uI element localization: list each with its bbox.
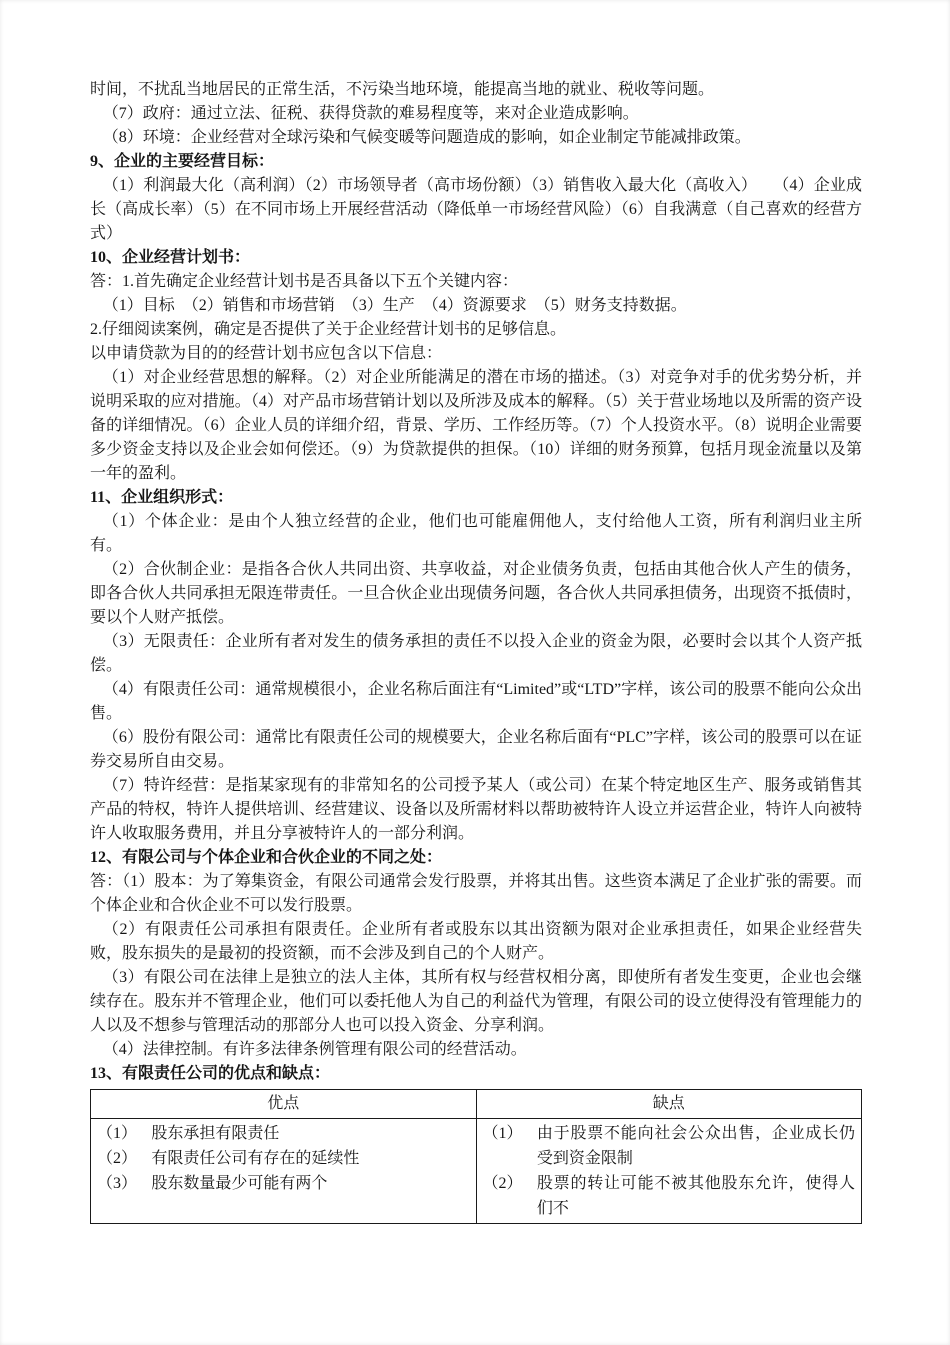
item-number: （3）: [97, 1175, 138, 1192]
paragraph: （4）法律控制。有许多法律条例管理有限公司的经营活动。: [102, 1041, 527, 1058]
section-heading: 9、企业的主要经营目标：: [90, 153, 275, 170]
item-number: （2）: [97, 1150, 138, 1167]
table-list-item: [483, 1121, 856, 1171]
paragraph: 答：1.首先确定企业经营计划书是否具备以下五个关键内容：: [90, 273, 519, 290]
disadvantages-cell: [476, 1119, 862, 1224]
pros-cons-table: [90, 1089, 862, 1224]
paragraph: （1）目标 （2）销售和市场营销 （3）生产 （4）资源要求 （5）财务支持数据。: [102, 297, 687, 314]
table-list-item: [97, 1171, 470, 1196]
paragraph: （3）无限责任：企业所有者对发生的债务承担的责任不以投入企业的资金为限，必要时会以其个人资产抵偿。: [90, 633, 862, 674]
paragraph: （3）有限公司在法律上是独立的法人主体，其所有权与经营权相分离，即使所有者发生变更，企业也会继续存在。股东并不管理企业，他们可以委托他人为自己的利益代为管理，有限公司的设立使得没有管理能力的人以及不想参与管理活动的那部分人也可以投入资金、分享利润。: [90, 969, 862, 1034]
item-text: 股东承担有限责任: [151, 1125, 280, 1142]
paragraph: （1）对企业经营思想的解释。（2）对企业所能满足的潜在市场的描述。（3）对竞争对手的优劣势分析，并说明采取的应对措施。（4）对产品市场营销计划以及所涉及成本的解释。（5）关于营业场地以及所需的资产设备的详细情况。（6）企业人员的详细介绍，背景、学历、工作经历等。（7）个人投资水平。（8）说明企业需要多少资金支持以及企业会如何偿还。（9）为贷款提供的担保。（10）详细的财务预算，包括月现金流量以及第一年的盈利。: [90, 369, 862, 482]
section-heading: 13、有限责任公司的优点和缺点：: [90, 1065, 331, 1082]
paragraph: 2.仔细阅读案例，确定是否提供了关于企业经营计划书的足够信息。: [90, 321, 567, 338]
paragraph: （8）环境：企业经营对全球污染和气候变暖等问题造成的影响，如企业制定节能减排政策。: [102, 129, 751, 146]
paragraph: （7）政府：通过立法、征税、获得贷款的难易程度等，来对企业造成影响。: [102, 105, 639, 122]
item-number: （1）: [97, 1125, 138, 1142]
paragraph: 答：（1）股本：为了筹集资金，有限公司通常会发行股票，并将其出售。这些资本满足了企业扩张的需要。而个体企业和合伙企业不可以发行股票。: [90, 873, 862, 914]
table-list-item: [483, 1171, 856, 1221]
section-heading: 11、企业组织形式：: [90, 489, 234, 506]
item-text: 有限责任公司有存在的延续性: [151, 1150, 360, 1167]
paragraph: 时间，不扰乱当地居民的正常生活，不污染当地环境，能提高当地的就业、税收等问题。: [90, 81, 715, 98]
table-header-row: [91, 1090, 862, 1119]
item-text: 股东数量最少可能有两个: [151, 1175, 328, 1192]
table-body-row: [91, 1119, 862, 1224]
paragraph: （7）特许经营：是指某家现有的非常知名的公司授予某人（或公司）在某个特定地区生产、服务或销售其产品的特权，特许人提供培训、经营建议、设备以及所需材料以帮助被特许人设立并运营企业，特许人向被特许人收取服务费用，并且分享被特许人的一部分利润。: [90, 777, 862, 842]
section-heading: 10、企业经营计划书：: [90, 249, 251, 266]
table-header-advantages: 优点: [91, 1090, 477, 1119]
paragraph: （2）有限责任公司承担有限责任。企业所有者或股东以其出资额为限对企业承担责任，如果企业经营失败，股东损失的是最初的投资额，而不会涉及到自己的个人财产。: [90, 921, 862, 962]
paragraph: （6）股份有限公司：通常比有限责任公司的规模要大，企业名称后面有“PLC”字样，该公司的股票可以在证券交易所自由交易。: [90, 729, 862, 770]
item-text: 由于股票不能向社会公众出售，企业成长仍受到资金限制: [536, 1125, 855, 1167]
table-header-disadvantages: 缺点: [476, 1090, 862, 1119]
item-number: （2）: [482, 1175, 523, 1192]
paragraph: （1）利润最大化（高利润）（2）市场领导者（高市场份额）（3）销售收入最大化（高收入） （4）企业成长（高成长率）（5）在不同市场上开展经营活动（降低单一市场经营风险）（6）自我满意（自己喜欢的经营方式）: [90, 177, 862, 242]
paragraph: （1）个体企业：是由个人独立经营的企业，他们也可能雇佣他人，支付给他人工资，所有利润归业主所有。: [90, 513, 862, 554]
paragraph: （2）合伙制企业：是指各合伙人共同出资、共享收益，对企业债务负责，包括由其他合伙人产生的债务，即各合伙人共同承担无限连带责任。一旦合伙企业出现债务问题，各合伙人共同承担债务，出现资不抵债时，要以个人财产抵偿。: [90, 561, 862, 626]
paragraph: （4）有限责任公司：通常规模很小，企业名称后面注有“Limited”或“LTD”字样，该公司的股票不能向公众出售。: [90, 681, 862, 722]
item-number: （1）: [482, 1125, 523, 1142]
advantages-cell: [91, 1119, 477, 1224]
table-list-item: [97, 1121, 470, 1146]
table-list-item: [97, 1146, 470, 1171]
paragraph: 以申请贷款为目的的经营计划书应包含以下信息：: [90, 345, 443, 362]
section-heading: 12、有限公司与个体企业和合伙企业的不同之处：: [90, 849, 443, 866]
item-text: 股票的转让可能不被其他股东允许，使得人们不: [536, 1175, 855, 1217]
document-body: [90, 78, 862, 1086]
